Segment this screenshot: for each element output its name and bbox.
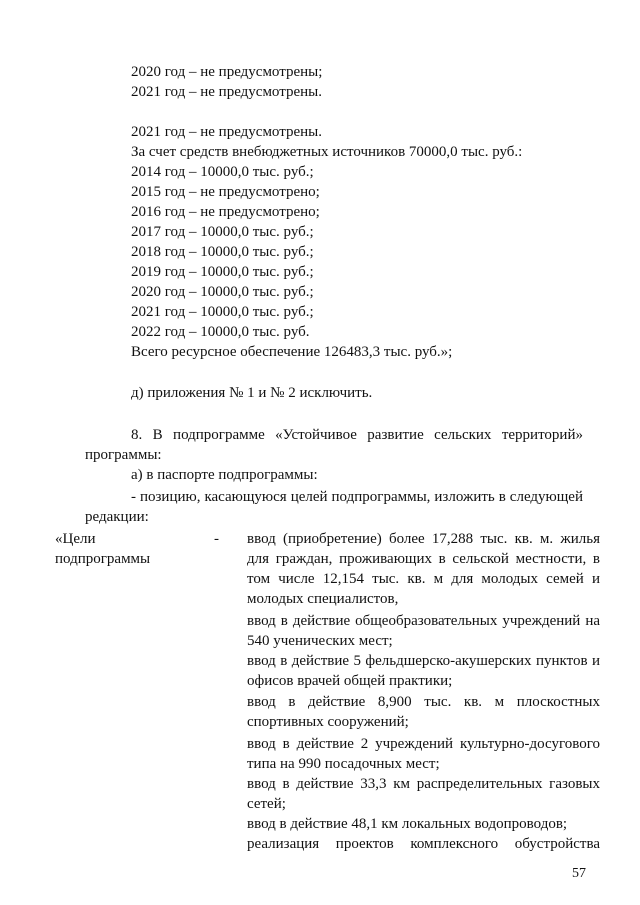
text-line: 2021 год – не предусмотрены.: [131, 124, 322, 140]
text-line: 2014 год – 10000,0 тыс. руб.;: [131, 164, 314, 180]
text-line: 2022 год – 10000,0 тыс. руб.: [131, 324, 310, 340]
goal-line: сетей;: [247, 796, 286, 812]
text-line: 2021 год – 10000,0 тыс. руб.;: [131, 304, 314, 320]
text-line: За счет средств внебюджетных источников 70000,0 тыс. руб.:: [131, 144, 523, 160]
item-8-line-2: программы:: [85, 447, 162, 463]
text-line: Всего ресурсное обеспечение 126483,3 тыс. руб.»;: [131, 344, 453, 360]
text-line: 2017 год – 10000,0 тыс. руб.;: [131, 224, 314, 240]
text-line: 2016 год – не предусмотрено;: [131, 204, 320, 220]
text-line: 2020 год – 10000,0 тыс. руб.;: [131, 284, 314, 300]
position-line-1: - позицию, касающуюся целей подпрограммы, изложить в следующей: [131, 489, 583, 505]
goal-line: том числе 12,154 тыс. кв. м для молодых семей и: [247, 571, 600, 587]
text-line: 2019 год – 10000,0 тыс. руб.;: [131, 264, 314, 280]
text-line: 2021 год – не предусмотрены.: [131, 84, 322, 100]
table-label-line-1: «Цели: [55, 531, 96, 547]
item-8-line-1: 8. В подпрограмме «Устойчивое развитие сельских территорий»: [131, 427, 583, 443]
goal-line: ввод в действие 2 учреждений культурно-досугового: [247, 736, 600, 752]
goal-line: 540 ученических мест;: [247, 633, 393, 649]
goal-line: реализация проектов комплексного обустройства: [247, 836, 600, 852]
table-dash: -: [214, 531, 219, 547]
goal-line: ввод в действие 5 фельдшерско-акушерских пунктов и: [247, 653, 600, 669]
item-d: д) приложения № 1 и № 2 исключить.: [131, 385, 373, 401]
goal-line: спортивных сооружений;: [247, 714, 409, 730]
text-line: 2020 год – не предусмотрены;: [131, 64, 323, 80]
goal-line: ввод в действие 48,1 км локальных водопроводов;: [247, 816, 568, 832]
goal-line: для граждан, проживающих в сельской местности, в: [247, 551, 600, 567]
goal-line: ввод в действие 8,900 тыс. кв. м плоскостных: [247, 694, 600, 710]
goal-line: ввод в действие общеобразовательных учреждений на: [247, 613, 600, 629]
goal-line: ввод в действие 33,3 км распределительных газовых: [247, 776, 600, 792]
page-number: 57: [572, 866, 586, 881]
text-line: 2015 год – не предусмотрено;: [131, 184, 320, 200]
goal-line: ввод (приобретение) более 17,288 тыс. кв. м. жилья: [247, 531, 600, 547]
goal-line: молодых специалистов,: [247, 591, 399, 607]
table-label-line-2: подпрограммы: [55, 551, 151, 567]
text-line: 2018 год – 10000,0 тыс. руб.;: [131, 244, 314, 260]
position-line-2: редакции:: [85, 509, 149, 525]
item-a: а) в паспорте подпрограммы:: [131, 467, 318, 483]
goal-line: типа на 990 посадочных мест;: [247, 756, 440, 772]
goal-line: офисов врачей общей практики;: [247, 673, 453, 689]
